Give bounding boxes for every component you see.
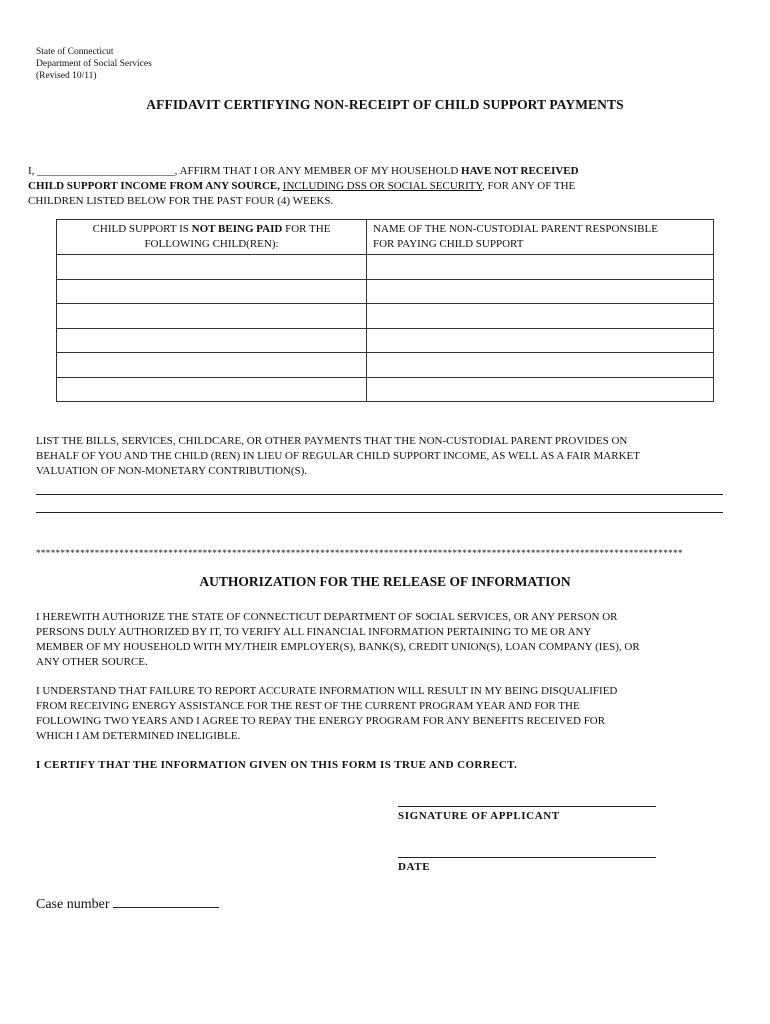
child-name-cell[interactable] — [57, 377, 367, 402]
affirm-underlined: INCLUDING DSS OR SOCIAL SECURITY — [282, 180, 483, 192]
auth-p2-line-1: I UNDERSTAND THAT FAILURE TO REPORT ACCURATE INFORMATION WILL RESULT IN MY BEING DISQUALIFIED — [36, 685, 618, 697]
parent-name-cell[interactable] — [367, 328, 714, 353]
signature-label: SIGNATURE OF APPLICANT — [398, 810, 560, 822]
affirm-line-1 — [28, 164, 579, 179]
header-parent-text-2: FOR PAYING CHILD SUPPORT — [373, 238, 524, 250]
affirm-bold: HAVE NOT RECEIVED — [461, 165, 579, 177]
certify-statement: I CERTIFY THAT THE INFORMATION GIVEN ON THIS FORM IS TRUE AND CORRECT. — [36, 759, 518, 771]
parent-name-cell[interactable] — [367, 279, 714, 304]
header-children — [57, 220, 367, 255]
child-name-cell[interactable] — [57, 279, 367, 304]
affirm-rest: , FOR ANY OF THE — [482, 180, 576, 192]
table-row — [57, 304, 714, 329]
applicant-name-blank[interactable]: _________________________ — [37, 165, 175, 177]
affirm-prefix: I, — [28, 165, 38, 177]
auth-p2-line-4: WHICH I AM DETERMINED INELIGIBLE. — [36, 730, 241, 742]
parent-name-cell[interactable] — [367, 353, 714, 378]
affirm-bold-2: CHILD SUPPORT INCOME FROM ANY SOURCE, — [28, 180, 281, 192]
agency-department: Department of Social Services — [36, 59, 152, 69]
child-name-cell[interactable] — [57, 328, 367, 353]
agency-state: State of Connecticut — [36, 47, 114, 57]
auth-p1-line-3: MEMBER OF MY HOUSEHOLD WITH MY/THEIR EMPLOYER(S), BANK(S), CREDIT UNION(S), LOAN COMPANY (IES), OR — [36, 641, 640, 653]
table-header-row — [57, 220, 714, 255]
bills-answer-line-2[interactable] — [36, 512, 723, 513]
table-row — [57, 377, 714, 402]
affirm-line-2 — [28, 179, 575, 194]
auth-p1-line-4: ANY OTHER SOURCE. — [36, 656, 148, 668]
header-children-text-2: FOR THE — [282, 223, 331, 235]
header-children-text: CHILD SUPPORT IS — [92, 223, 192, 235]
bills-line-2: BEHALF OF YOU AND THE CHILD (REN) IN LIEU OF REGULAR CHILD SUPPORT INCOME, AS WELL AS A FAIR MARKET — [36, 450, 640, 462]
header-children-bold: NOT BEING PAID — [191, 223, 283, 235]
revision-date: (Revised 10/11) — [36, 71, 97, 81]
header-parent-text: NAME OF THE NON-CUSTODIAL PARENT RESPONSIBLE — [373, 223, 658, 235]
signature-line[interactable] — [398, 806, 656, 807]
auth-p1-line-1: I HEREWITH AUTHORIZE THE STATE OF CONNECTICUT DEPARTMENT OF SOCIAL SERVICES, OR ANY PERSON OR — [36, 611, 618, 623]
header-parent — [367, 220, 714, 255]
signature-block — [398, 806, 656, 823]
date-line[interactable] — [398, 857, 656, 858]
auth-p2-line-2: FROM RECEIVING ENERGY ASSISTANCE FOR THE REST OF THE CURRENT PROGRAM YEAR AND FOR THE — [36, 700, 580, 712]
auth-p2-line-3: FOLLOWING TWO YEARS AND I AGREE TO REPAY THE ENERGY PROGRAM FOR ANY BENEFITS RECEIVED FOR — [36, 715, 606, 727]
case-number — [36, 893, 219, 913]
authorization-title: AUTHORIZATION FOR THE RELEASE OF INFORMATION — [199, 574, 571, 589]
case-number-blank[interactable] — [113, 893, 219, 908]
child-name-cell[interactable] — [57, 304, 367, 329]
section-divider: ************************************************************************************************************************************ — [36, 548, 683, 558]
bills-line-1: LIST THE BILLS, SERVICES, CHILDCARE, OR OTHER PAYMENTS THAT THE NON-CUSTODIAL PARENT PROVIDES ON — [36, 435, 628, 447]
date-label: DATE — [398, 861, 431, 873]
table-row — [57, 353, 714, 378]
child-name-cell[interactable] — [57, 255, 367, 280]
parent-name-cell[interactable] — [367, 304, 714, 329]
child-support-table — [56, 219, 714, 402]
date-block — [398, 857, 656, 874]
parent-name-cell[interactable] — [367, 377, 714, 402]
table-row — [57, 255, 714, 280]
case-number-label: Case number — [36, 897, 110, 912]
table-row — [57, 279, 714, 304]
bills-answer-line-1[interactable] — [36, 494, 723, 495]
bills-line-3: VALUATION OF NON-MONETARY CONTRIBUTION(S). — [36, 465, 308, 477]
form-title: AFFIDAVIT CERTIFYING NON-RECEIPT OF CHILD SUPPORT PAYMENTS — [146, 97, 624, 112]
table-row — [57, 328, 714, 353]
affirm-line-3: CHILDREN LISTED BELOW FOR THE PAST FOUR (4) WEEKS. — [28, 195, 334, 207]
child-name-cell[interactable] — [57, 353, 367, 378]
affirm-text: , AFFIRM THAT I OR ANY MEMBER OF MY HOUSEHOLD — [174, 165, 462, 177]
header-children-text-3: FOLLOWING CHILD(REN): — [144, 238, 279, 250]
auth-p1-line-2: PERSONS DULY AUTHORIZED BY IT, TO VERIFY ALL FINANCIAL INFORMATION PERTAINING TO ME OR ANY — [36, 626, 592, 638]
parent-name-cell[interactable] — [367, 255, 714, 280]
